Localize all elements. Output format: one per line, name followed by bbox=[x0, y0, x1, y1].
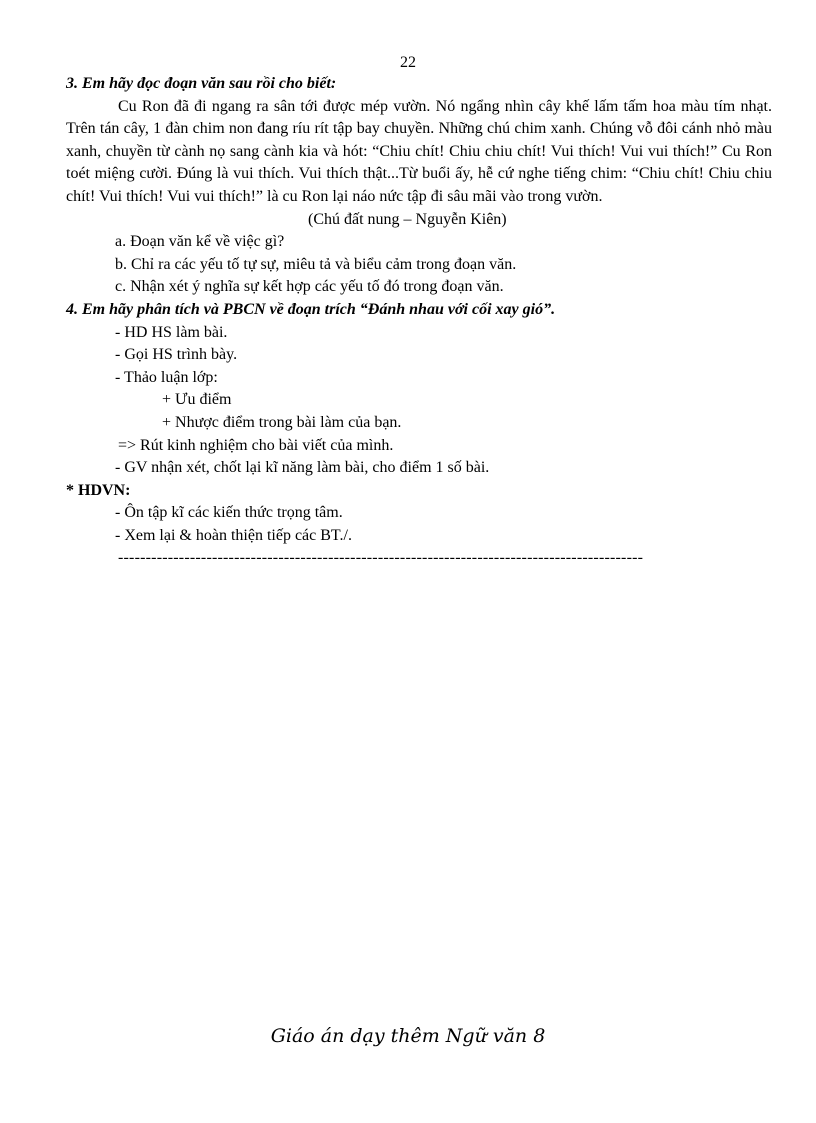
conclusion-line: => Rút kinh nghiệm cho bài viết của mình. bbox=[118, 436, 394, 454]
section-3-heading: 3. Em hãy đọc đoạn văn sau rồi cho biết: bbox=[66, 75, 337, 92]
hdvn-item-review: - Ôn tập kĩ các kiến thức trọng tâm. bbox=[115, 504, 343, 522]
sub-step-weaknesses: + Nhược điểm trong bài làm của bạn. bbox=[162, 413, 402, 431]
hdvn-heading: * HDVN: bbox=[66, 481, 131, 499]
question-c: c. Nhận xét ý nghĩa sự kết hợp các yếu tố đó trong đoạn văn. bbox=[115, 278, 504, 296]
document-body bbox=[66, 73, 772, 570]
passage-paragraph: Cu Ron đã đi ngang ra sân tới được mép vườn. Nó ngẩng nhìn cây khế lấm tấm hoa màu tím nhạt. Trên tán cây, 1 đàn chim non đang ríu rít tập bay chuyền. Những chú chim xanh. Chúng vỗ đôi cánh nhỏ màu xanh, chuyền từ cành nọ sang cành kia và hót: “Chiu chít! Chiu chiu chít! Vui thích! Vui vui thích!” Cu Ron toét miệng cười. Đúng là vui thích. Vui thích thật...Từ buổi ấy, hễ cứ nghe tiếng chim: “Chiu chít! Chiu chiu chít! Vui thích! Vui vui thích!” là cu Ron lại náo nức tập đi sâu mãi vào trong vườn. bbox=[66, 97, 772, 205]
step-guide: - HD HS làm bài. bbox=[115, 323, 228, 341]
question-a: a. Đoạn văn kể về việc gì? bbox=[115, 233, 285, 251]
page-footer: Giáo án dạy thêm Ngữ văn 8 bbox=[270, 1025, 546, 1047]
passage-citation: (Chú đất nung – Nguyễn Kiên) bbox=[308, 210, 507, 228]
question-b: b. Chỉ ra các yếu tố tự sự, miêu tả và biểu cảm trong đoạn văn. bbox=[115, 255, 517, 273]
step-present: - Gọi HS trình bày. bbox=[115, 346, 238, 364]
hdvn-item-exercises: - Xem lại & hoàn thiện tiếp các BT./. bbox=[115, 526, 352, 544]
sub-step-strengths: + Ưu điểm bbox=[162, 391, 232, 409]
section-4-heading: 4. Em hãy phân tích và PBCN về đoạn trích “Đánh nhau với cối xay gió”. bbox=[66, 300, 556, 318]
page-number: 22 bbox=[400, 54, 416, 71]
teacher-note: - GV nhận xét, chốt lại kĩ năng làm bài, cho điểm 1 số bài. bbox=[115, 459, 490, 477]
divider-line: ----------------------------------------------------------------------------------------------- bbox=[118, 549, 644, 567]
step-discuss: - Thảo luận lớp: bbox=[115, 368, 218, 386]
